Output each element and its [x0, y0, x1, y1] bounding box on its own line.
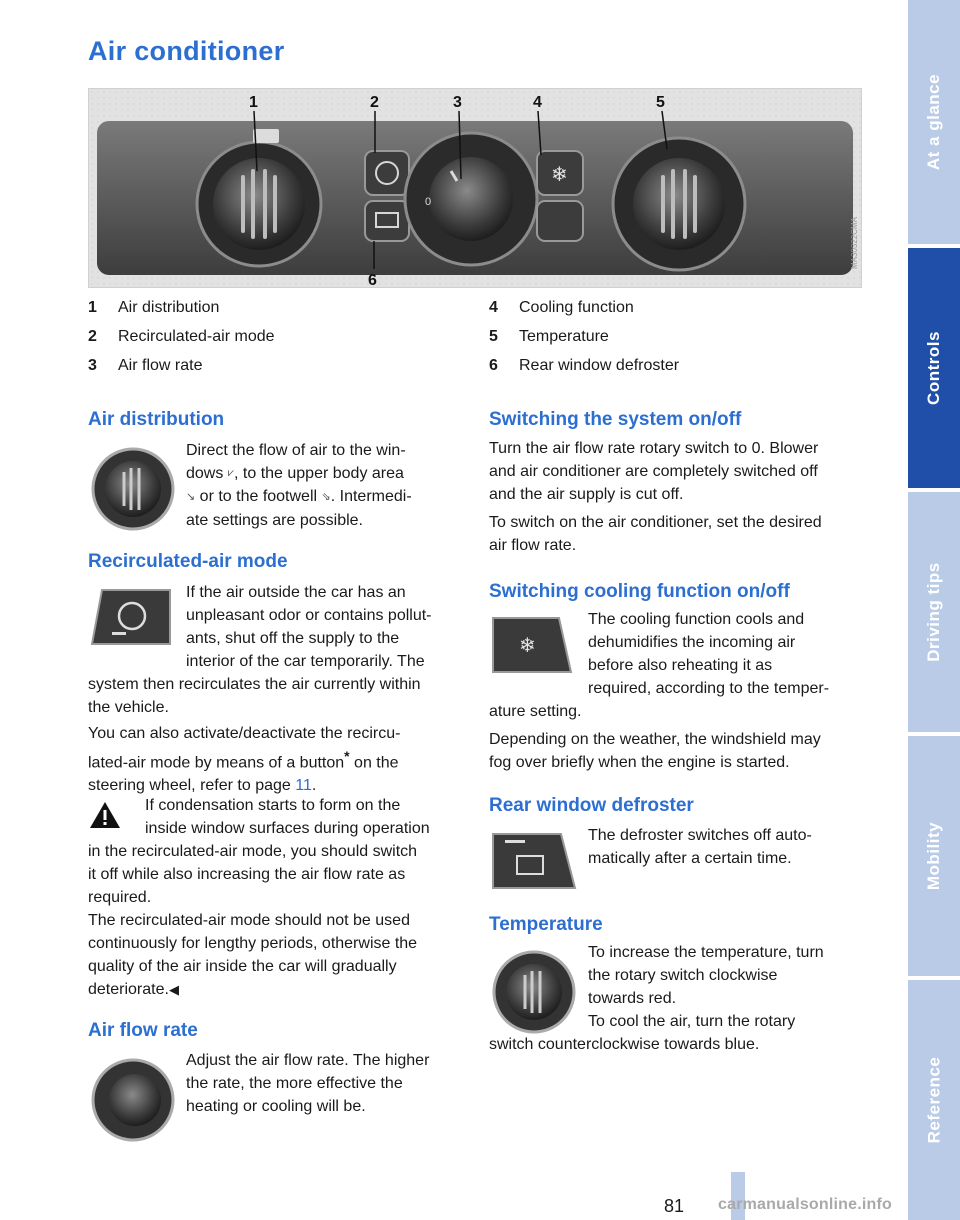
callout-6: 6	[368, 272, 377, 288]
recirculated-text: system then recirculates the air currently within the vehicle.	[88, 676, 421, 716]
tab-at-a-glance[interactable]: At a glance	[908, 0, 960, 244]
legend-item: 5 Temperature	[489, 328, 609, 345]
heading-cooling: Switching cooling function on/off	[489, 581, 790, 602]
heading-temperature: Temperature	[489, 914, 603, 935]
cooling-text: ature setting.	[489, 703, 582, 720]
defroster-button-icon	[489, 830, 577, 897]
recirculated-button-icon	[88, 586, 172, 655]
windshield-icon: ⩗	[227, 467, 235, 480]
air-flow-text: Adjust the air flow rate. The higher the rate, the more effective the heating or cooling will be.	[186, 1052, 430, 1115]
air-flow-knob-icon	[88, 1058, 178, 1147]
defroster-text: The defroster switches off auto- matically after a certain time.	[588, 827, 812, 867]
temperature-text-indented: To increase the temperature, turn the rotary switch clockwise towards red. To cool the air, turn the rotary	[588, 944, 824, 1030]
callout-5: 5	[656, 94, 665, 111]
footwell-icon: ⇘	[321, 490, 331, 503]
section-tabs	[908, 0, 960, 1220]
warning-icon	[88, 800, 122, 835]
cooling-text-indented: The cooling function cools and dehumidifies the incoming air before also reheating it as required, according to the temper-	[588, 611, 830, 697]
page-title: Air conditioner	[88, 36, 285, 66]
watermark: carmanualsonline.info	[718, 1196, 893, 1213]
air-distribution-knob-icon	[88, 446, 178, 537]
warning-text: in the recirculated-air mode, you should switch it off while also increasing the air flow rate as required. The recirculated-air mode should not be used continuously for lengthy periods, otherwise the quality of the air inside the car will gradually deteriorate.◀	[88, 843, 418, 998]
legend-item: 6 Rear window defroster	[489, 357, 680, 374]
recirculated-steering-text: You can also activate/deactivate the recircu- lated-air mode by means of a button* on the steering wheel, refer to page 11.	[88, 725, 401, 795]
callout-1: 1	[249, 94, 258, 111]
switching-text: Turn the air flow rate rotary switch to 0. Blower and air conditioner are completely switched off and the air supply is cut off.	[489, 440, 819, 503]
legend-item: 2 Recirculated-air mode	[88, 328, 275, 345]
page-link[interactable]: 11	[295, 777, 312, 795]
heading-switching-system: Switching the system on/off	[489, 409, 742, 430]
dial-zero-label: 0	[425, 196, 432, 208]
page-number: 81	[664, 1196, 685, 1216]
legend-item: 4 Cooling function	[489, 299, 634, 316]
image-code: MA30322CMA	[850, 216, 859, 269]
tab-driving-tips[interactable]: Driving tips	[908, 492, 960, 732]
callout-3: 3	[453, 94, 462, 111]
temperature-knob-icon	[489, 950, 579, 1039]
switching-text-2: To switch on the air conditioner, set the desired air flow rate.	[489, 514, 822, 554]
air-distribution-text: Direct the flow of air to the win- dows ⩗, to the upper body area ↘ or to the footwell ⇘. Intermedi- ate settings are possible.	[186, 442, 412, 529]
tab-mobility[interactable]: Mobility	[908, 736, 960, 976]
tab-reference[interactable]: Reference	[908, 980, 960, 1220]
callout-4: 4	[533, 94, 542, 111]
heading-rear-defroster: Rear window defroster	[489, 795, 694, 816]
temperature-text: switch counterclockwise towards blue.	[489, 1036, 760, 1053]
warning-text-indented: If condensation starts to form on the inside window surfaces during operation	[145, 797, 430, 837]
control-panel-photo	[88, 88, 862, 288]
upper-body-icon: ↘	[186, 490, 196, 503]
legend-item: 3 Air flow rate	[88, 357, 203, 374]
svg-text:❄: ❄	[551, 164, 568, 186]
heading-air-flow-rate: Air flow rate	[88, 1020, 198, 1041]
legend-item: 1 Air distribution	[88, 299, 220, 316]
cooling-button-icon	[489, 614, 573, 681]
svg-text:❄: ❄	[519, 635, 536, 657]
cooling-weather-text: Depending on the weather, the windshield may fog over briefly when the engine is started.	[489, 731, 821, 771]
callout-2: 2	[370, 94, 379, 111]
legend-left	[88, 293, 275, 380]
heading-recirculated-air: Recirculated-air mode	[88, 551, 288, 572]
end-mark: ◀	[168, 982, 179, 997]
heading-air-distribution: Air distribution	[88, 409, 225, 430]
tab-controls[interactable]: Controls	[908, 248, 960, 488]
legend-right	[489, 293, 679, 380]
recirculated-text-indented: If the air outside the car has an unpleasant odor or contains pollut- ants, shut off the supply to the interior of the car temporarily. The	[186, 584, 432, 670]
